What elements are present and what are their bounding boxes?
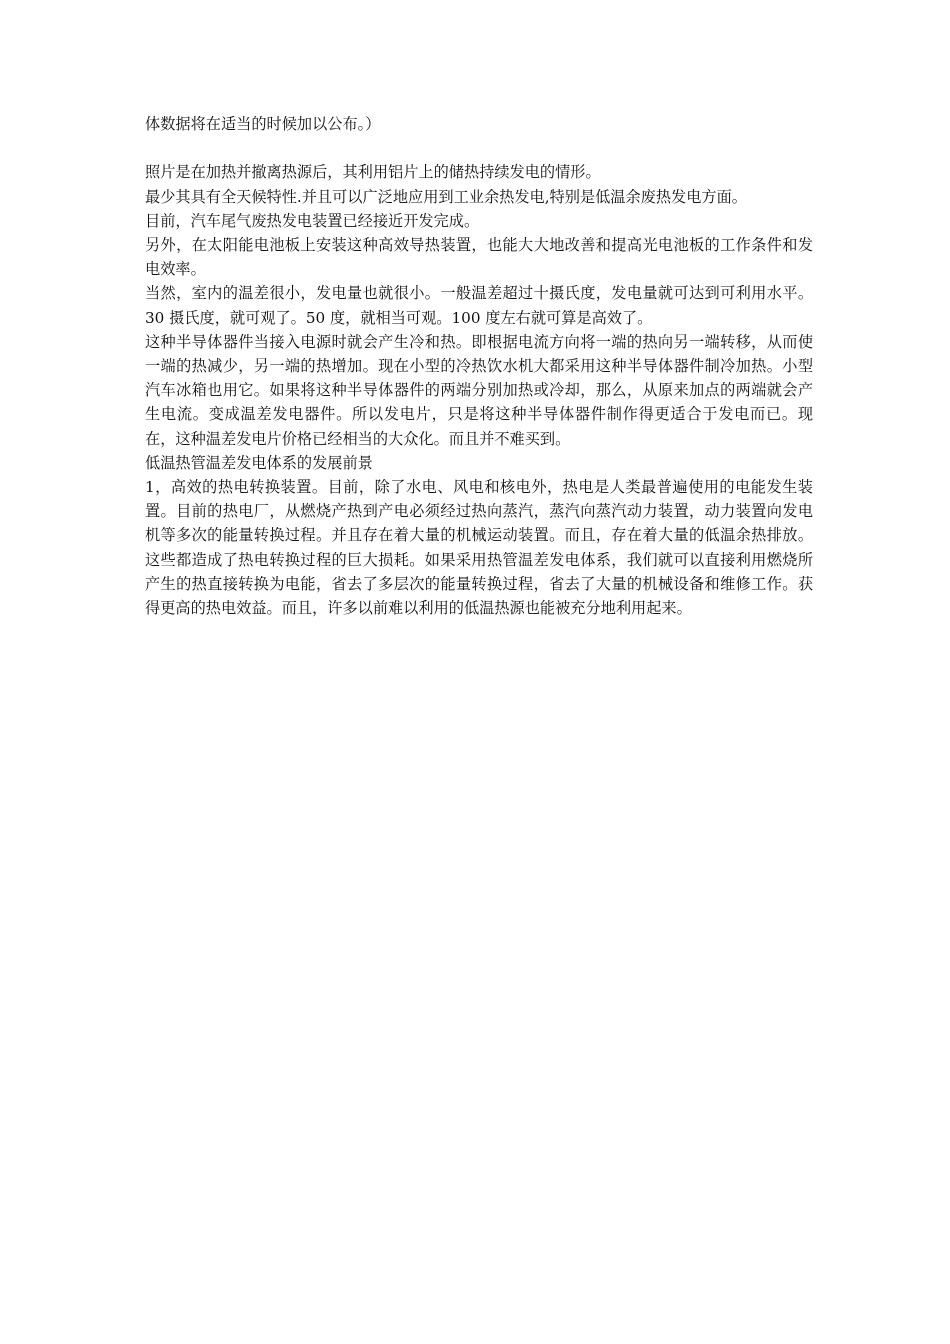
paragraph-data-release-note: 体数据将在适当的时候加以公布。） bbox=[145, 115, 381, 133]
paragraph-photo-caption: 照片是在加热并撤离热源后，其利用铝片上的储热持续发电的情形。 bbox=[145, 163, 601, 182]
document-body bbox=[145, 112, 813, 620]
blank-line bbox=[145, 136, 813, 160]
paragraph-temperature-difference: 当然，室内的温差很小，发电量也就很小。一般温差超过十摄氏度，发电量就可达到可利用水平。30 摄氏度，就可观了。50 度，就相当可观。100 度左右就可算是高效了。 bbox=[145, 284, 813, 327]
paragraph-all-weather: 最少其具有全天候特性.并且可以广泛地应用到工业余热发电,特别是低温余废热发电方面。 bbox=[145, 187, 747, 206]
section-heading-prospects: 低温热管温差发电体系的发展前景 bbox=[145, 453, 373, 472]
paragraph-solar-panel: 另外，在太阳能电池板上安装这种高效导热装置，也能大大地改善和提高光电池板的工作条件和发电效率。 bbox=[145, 236, 813, 279]
paragraph-semiconductor: 这种半导体器件当接入电源时就会产生冷和热。即根据电流方向将一端的热向另一端转移，从而使一端的热减少，另一端的热增加。现在小型的冷热饮水机大都采用这种半导体器件制冷加热。小型汽车冰箱也用它。如果将这种半导体器件的两端分别加热或冷却，那么，从原来加点的两端就会产生电流。变成温差发电器件。所以发电片，只是将这种半导体器件制作得更适合于发电而已。现在，这种温差发电片价格已经相当的大众化。而且并不难买到。 bbox=[145, 332, 813, 448]
paragraph-exhaust-heat: 目前，汽车尾气废热发电装置已经接近开发完成。 bbox=[145, 211, 480, 230]
paragraph-efficient-conversion: 1，高效的热电转换装置。目前，除了水电、风电和核电外，热电是人类最普遍使用的电能发生装置。目前的热电厂，从燃烧产热到产电必须经过热向蒸汽，蒸汽向蒸汽动力装置，动力装置向发电机等多次的能量转换过程。并且存在着大量的机械运动装置。而且，存在着大量的低温余热排放。这些都造成了热电转换过程的巨大损耗。如果采用热管温差发电体系，我们就可以直接利用燃烧所产生的热直接转换为电能，省去了多层次的能量转换过程，省去了大量的机械设备和维修工作。获得更高的热电效益。而且，许多以前难以利用的低温热源也能被充分地利用起来。 bbox=[145, 478, 813, 618]
